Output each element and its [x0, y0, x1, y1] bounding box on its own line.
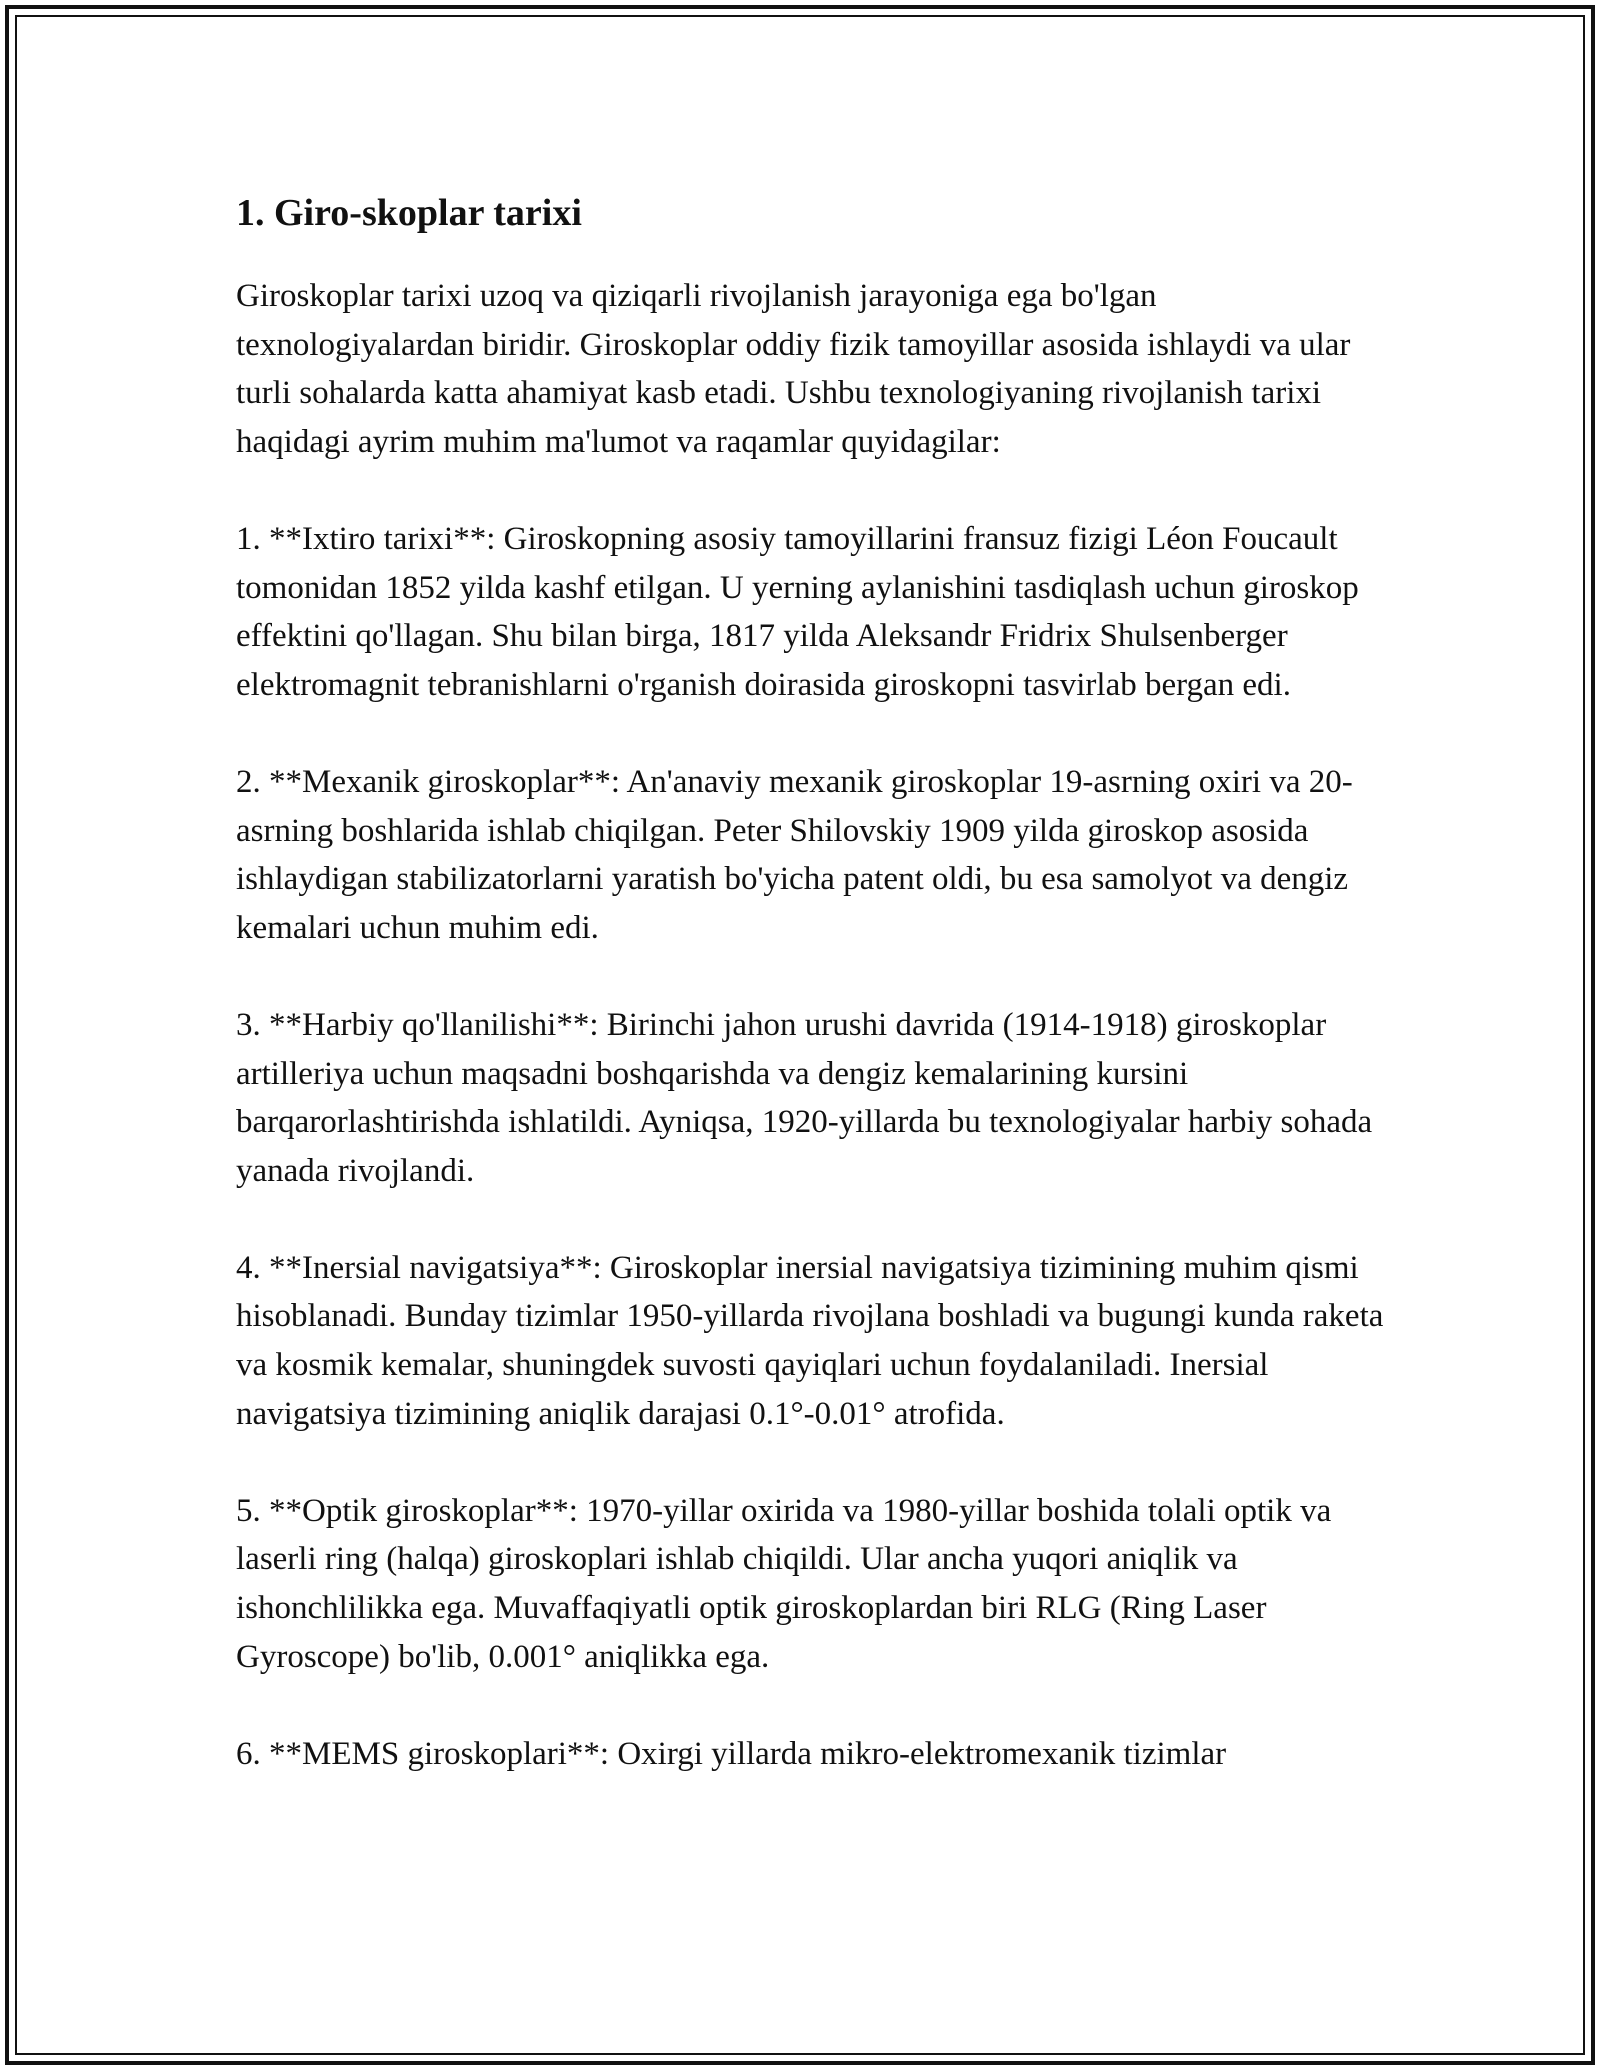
list-item-mechanical-gyroscopes: 2. **Mexanik giroskoplar**: An'anaviy mexanik giroskoplar 19-asrning oxiri va 20-asrning boshlarida ishlab chiqilgan. Peter Shilovskiy 1909 yilda giroskop asosida ishlaydigan stabilizatorlarni yaratish bo'yicha patent oldi, bu esa samolyot va dengiz kemalari uchun muhim edi.	[236, 763, 1353, 946]
list-item-inertial-navigation: 4. **Inersial navigatsiya**: Giroskoplar inersial navigatsiya tizimining muhim qismi hisoblanadi. Bunday tizimlar 1950-yillarda rivojlana boshladi va bugungi kunda raketa va kosmik kemalar, shuningdek suvosti qayiqlari uchun foydalaniladi. Inersial navigatsiya tizimining aniqlik darajasi 0.1°-0.01° atrofida.	[236, 1249, 1384, 1432]
section-heading: 1. Giro-skoplar tarixi	[236, 192, 582, 234]
list-item-mems-gyroscopes: 6. **MEMS giroskoplari**: Oxirgi yillarda mikro-elektromexanik tizimlar	[236, 1735, 1227, 1772]
list-item-optical-gyroscopes: 5. **Optik giroskoplar**: 1970-yillar oxirida va 1980-yillar boshida tolali optik va laserli ring (halqa) giroskoplari ishlab chiqildi. Ular ancha yuqori aniqlik va ishonchlilikka ega. Muvaffaqiyatli optik giroskoplardan biri RLG (Ring Laser Gyroscope) bo'lib, 0.001° aniqlikka ega.	[236, 1492, 1332, 1675]
intro-paragraph: Giroskoplar tarixi uzoq va qiziqarli rivojlanish jarayoniga ega bo'lgan texnologiyalardan biridir. Giroskoplar oddiy fizik tamoyillar asosida ishlaydi va ular turli sohalarda katta ahamiyat kasb etadi. Ushbu texnologiyaning rivojlanish tarixi haqidagi ayrim muhim ma'lumot va raqamlar quyidagilar:	[236, 278, 1351, 460]
list-item-invention-history: 1. **Ixtiro tarixi**: Giroskopning asosiy tamoyillarini fransuz fizigi Léon Foucault tomonidan 1852 yilda kashf etilgan. U yerning aylanishini tasdiqlash uchun giroskop effektini qo'llagan. Shu bilan birga, 1817 yilda Aleksandr Fridrix Shulsenberger elektromagnit tebranishlarni o'rganish doirasida giroskopni tasvirlab bergan edi.	[236, 520, 1359, 703]
document-body	[236, 188, 1386, 1827]
list-item-military-use: 3. **Harbiy qo'llanilishi**: Birinchi jahon urushi davrida (1914-1918) giroskoplar artilleriya uchun maqsadni boshqarishda va dengiz kemalarining kursini barqarorlashtirishda ishlatildi. Ayniqsa, 1920-yillarda bu texnologiyalar harbiy sohada yanada rivojlandi.	[236, 1006, 1373, 1189]
